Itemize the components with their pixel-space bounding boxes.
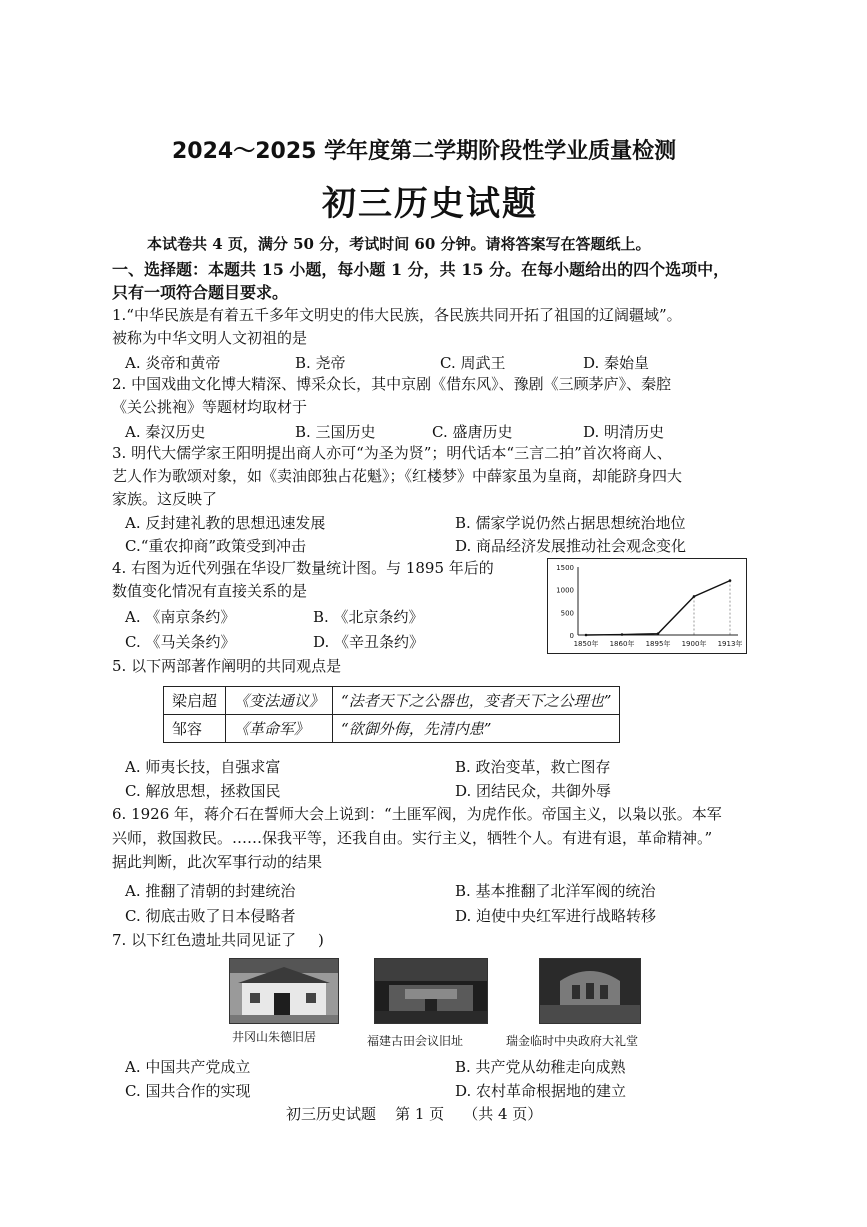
auditorium-image	[540, 959, 640, 1023]
photo-zhu-de-residence	[229, 958, 339, 1024]
q5-option-c: C. 解放思想，拯救国民	[125, 782, 281, 800]
table-row	[164, 687, 620, 715]
x-tick-label: 1895年	[645, 640, 671, 648]
q2-stem: 2. 中国戏曲文化博大精深、博采众长，其中京剧《借东风》、豫剧《三顾茅庐》、秦腔	[112, 375, 672, 393]
instructions: 本试卷共 4 页，满分 50 分，考试时间 60 分钟。请将答案写在答题纸上。	[147, 235, 651, 253]
q2-stem-line2: 《关公挑袍》等题材均取材于	[112, 398, 308, 416]
q7-option-b: B. 共产党从幼稚走向成熟	[455, 1058, 626, 1076]
data-point	[657, 632, 660, 635]
table-cell: 梁启超	[164, 687, 226, 715]
q4-option-c: C. 《马关条约》	[125, 633, 236, 651]
photo-gutian-site	[374, 958, 488, 1024]
q4-option-b: B. 《北京条约》	[313, 608, 424, 626]
q3-stem-line2: 艺人作为歌颂对象，如《卖油郎独占花魁》；《红楼梦》中薛家虽为皇商，却能跻身四大	[112, 467, 683, 485]
q1-stem-line2: 被称为中华文明人文初祖的是	[112, 329, 308, 347]
subject-title: 初三历史试题	[322, 184, 538, 224]
q4-option-a: A. 《南京条约》	[125, 608, 236, 626]
data-point	[729, 579, 732, 582]
caption-1: 井冈山朱德旧居	[232, 1030, 317, 1044]
q5-stem: 5. 以下两部著作阐明的共同观点是	[112, 657, 342, 675]
q6-option-b: B. 基本推翻了北洋军阀的统治	[455, 882, 656, 900]
q3-option-d: D. 商品经济发展推动社会观念变化	[455, 537, 687, 555]
table-cell: 《变法通议》	[226, 687, 333, 715]
q7-option-d: D. 农村革命根据地的建立	[455, 1082, 627, 1100]
y-tick-label: 1500	[556, 564, 574, 572]
section-heading-line2: 只有一项符合题目要求。	[112, 283, 289, 302]
q3-stem-line3: 家族。这反映了	[112, 490, 218, 508]
table-cell: 《革命军》	[226, 715, 333, 743]
q5-option-d: D. 团结民众，共御外辱	[455, 782, 612, 800]
y-tick-label: 0	[569, 632, 574, 640]
page-title: 2024～2025 学年度第二学期阶段性学业质量检测	[172, 139, 677, 164]
q2-option-d: D. 明清历史	[583, 423, 665, 441]
q6-option-d: D. 迫使中央红军进行战略转移	[455, 907, 657, 925]
y-tick-label: 1000	[556, 586, 574, 595]
q2-option-c: C. 盛唐历史	[432, 423, 513, 441]
table-cell: “欲御外侮，先清内患”	[333, 715, 620, 743]
q3-option-c: C.“重农抑商”政策受到冲击	[125, 537, 307, 555]
q3-option-a: A. 反封建礼教的思想迅速发展	[125, 514, 326, 532]
factory-count-chart	[547, 558, 747, 654]
q5-option-a: A. 师夷长技，自强求富	[125, 758, 281, 776]
table-row	[164, 715, 620, 743]
q1-option-c: C. 周武王	[440, 354, 506, 372]
q1-option-a: A. 炎帝和黄帝	[125, 354, 221, 372]
q6-stem-line3: 据此判断，此次军事行动的结果	[112, 853, 323, 871]
hall-image	[375, 959, 487, 1023]
q5-option-b: B. 政治变革，救亡图存	[455, 758, 611, 776]
q1-option-d: D. 秦始皇	[583, 354, 650, 372]
x-tick-label: 1850年	[573, 640, 599, 648]
q6-stem: 6. 1926 年，蒋介石在誓师大会上说到：“土匪军阀，为虎作伥。帝国主义，以枭以张。本军	[112, 805, 722, 823]
photo-ruijin-hall	[539, 958, 641, 1024]
page-footer: 初三历史试题 第 1 页 （共 4 页）	[286, 1105, 543, 1123]
table-cell: “法者天下之公器也，变者天下之公理也”	[333, 687, 620, 715]
q3-option-b: B. 儒家学说仍然占据思想统治地位	[455, 514, 686, 532]
q1-option-b: B. 尧帝	[295, 354, 346, 372]
q7-stem: 7. 以下红色遗址共同见证了	[112, 931, 297, 949]
q3-stem: 3. 明代大儒学家王阳明提出商人亦可“为圣为贤”；明代话本“三言二拍”首次将商人、	[112, 444, 672, 462]
chart-svg	[548, 559, 746, 653]
caption-2: 福建古田会议旧址	[367, 1034, 464, 1048]
q4-stem-line2: 数值变化情况有直接关系的是	[112, 582, 308, 600]
q6-stem-line2: 兴师，救国救民。……保我平等，还我自由。实行主义，牺牲个人。有进有退，革命精神。”	[112, 829, 713, 847]
data-point	[621, 633, 624, 636]
q6-option-c: C. 彻底击败了日本侵略者	[125, 907, 296, 925]
q4-option-d: D. 《辛丑条约》	[313, 633, 425, 651]
x-tick-label: 1860年	[609, 640, 635, 648]
q6-option-a: A. 推翻了清朝的封建统治	[125, 882, 296, 900]
q4-stem: 4. 右图为近代列强在华设厂数量统计图。与 1895 年后的	[112, 559, 494, 577]
q7-option-a: A. 中国共产党成立	[125, 1058, 251, 1076]
table-cell: 邹容	[164, 715, 226, 743]
q7-option-c: C. 国共合作的实现	[125, 1082, 251, 1100]
q5-table	[163, 686, 620, 743]
q1-stem: 1.“中华民族是有着五千多年文明史的伟大民族，各民族共同开拓了祖国的辽阔疆域”。	[112, 306, 682, 324]
x-tick-label: 1900年	[681, 640, 707, 648]
house-image	[230, 959, 338, 1023]
stray-mark: )	[318, 931, 324, 949]
x-tick-label: 1913年	[717, 640, 743, 648]
data-point	[585, 634, 588, 637]
data-point	[693, 595, 696, 598]
series-line	[586, 581, 730, 635]
q2-option-a: A. 秦汉历史	[125, 423, 206, 441]
q2-option-b: B. 三国历史	[295, 423, 376, 441]
section-heading: 一、选择题：本题共 15 小题，每小题 1 分，共 15 分。在每小题给出的四个选项中，	[112, 260, 730, 279]
caption-3: 瑞金临时中央政府大礼堂	[506, 1034, 639, 1048]
y-tick-label: 500	[560, 609, 574, 618]
